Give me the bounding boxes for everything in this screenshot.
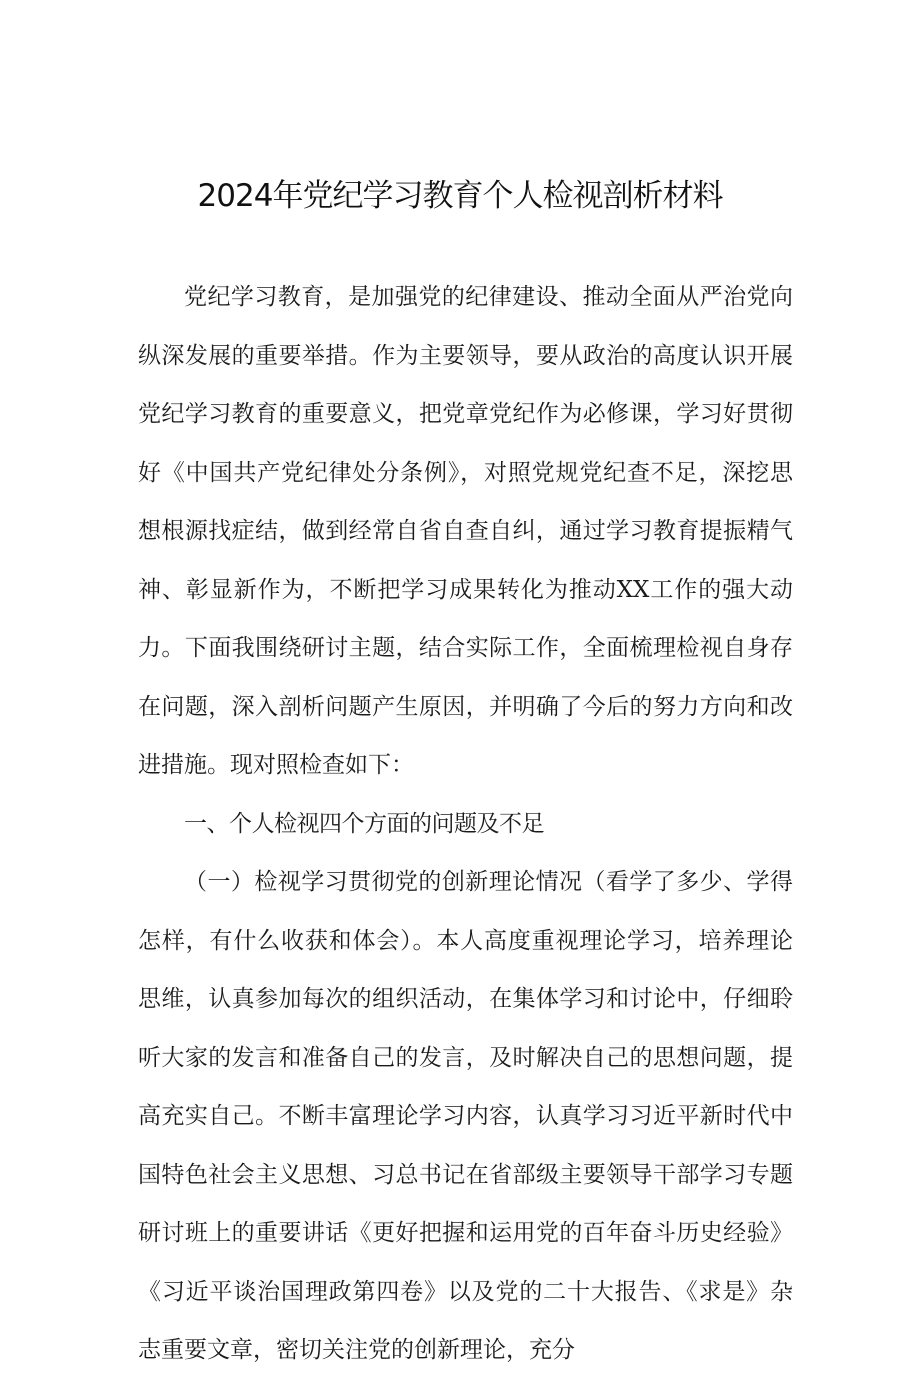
section-heading: 一、个人检视四个方面的问题及不足 [184,810,544,837]
document-body [138,268,793,1380]
document-title: 2024年党纪学习教育个人检视剖析材料 [197,178,723,214]
intro-paragraph: 党纪学习教育，是加强党的纪律建设、推动全面从严治党向纵深发展的重要举措。作为主要领导，要从政治的高度认识开展党纪学习教育的重要意义，把党章党纪作为必修课，学习好贯彻好《中国共产党纪律处分条例》，对照党规党纪查不足，深挖思想根源找症结，做到经常自省自查自纠，通过学习教育提振精气神、彰显新作为，不断把学习成果转化为推动XX工作的强大动力。下面我围绕研讨主题，结合实际工作，全面梳理检视自身存在问题，深入剖析问题产生原因，并明确了今后的努力方向和改进措施。现对照检查如下： [138,284,793,778]
subsection-paragraph: （一）检视学习贯彻党的创新理论情况（看学了多少、学得怎样，有什么收获和体会）。本人高度重视理论学习，培养理论思维，认真参加每次的组织活动，在集体学习和讨论中，仔细聆听大家的发言和准备自己的发言，及时解决自己的思想问题，提高充实自己。不断丰富理论学习内容，认真学习习近平新时代中国特色社会主义思想、习总书记在省部级主要领导干部学习专题研讨班上的重要讲话《更好把握和运用党的百年奋斗历史经验》《习近平谈治国理政第四卷》以及党的二十大报告、《求是》杂志重要文章，密切关注党的创新理论，充分 [138,869,793,1363]
